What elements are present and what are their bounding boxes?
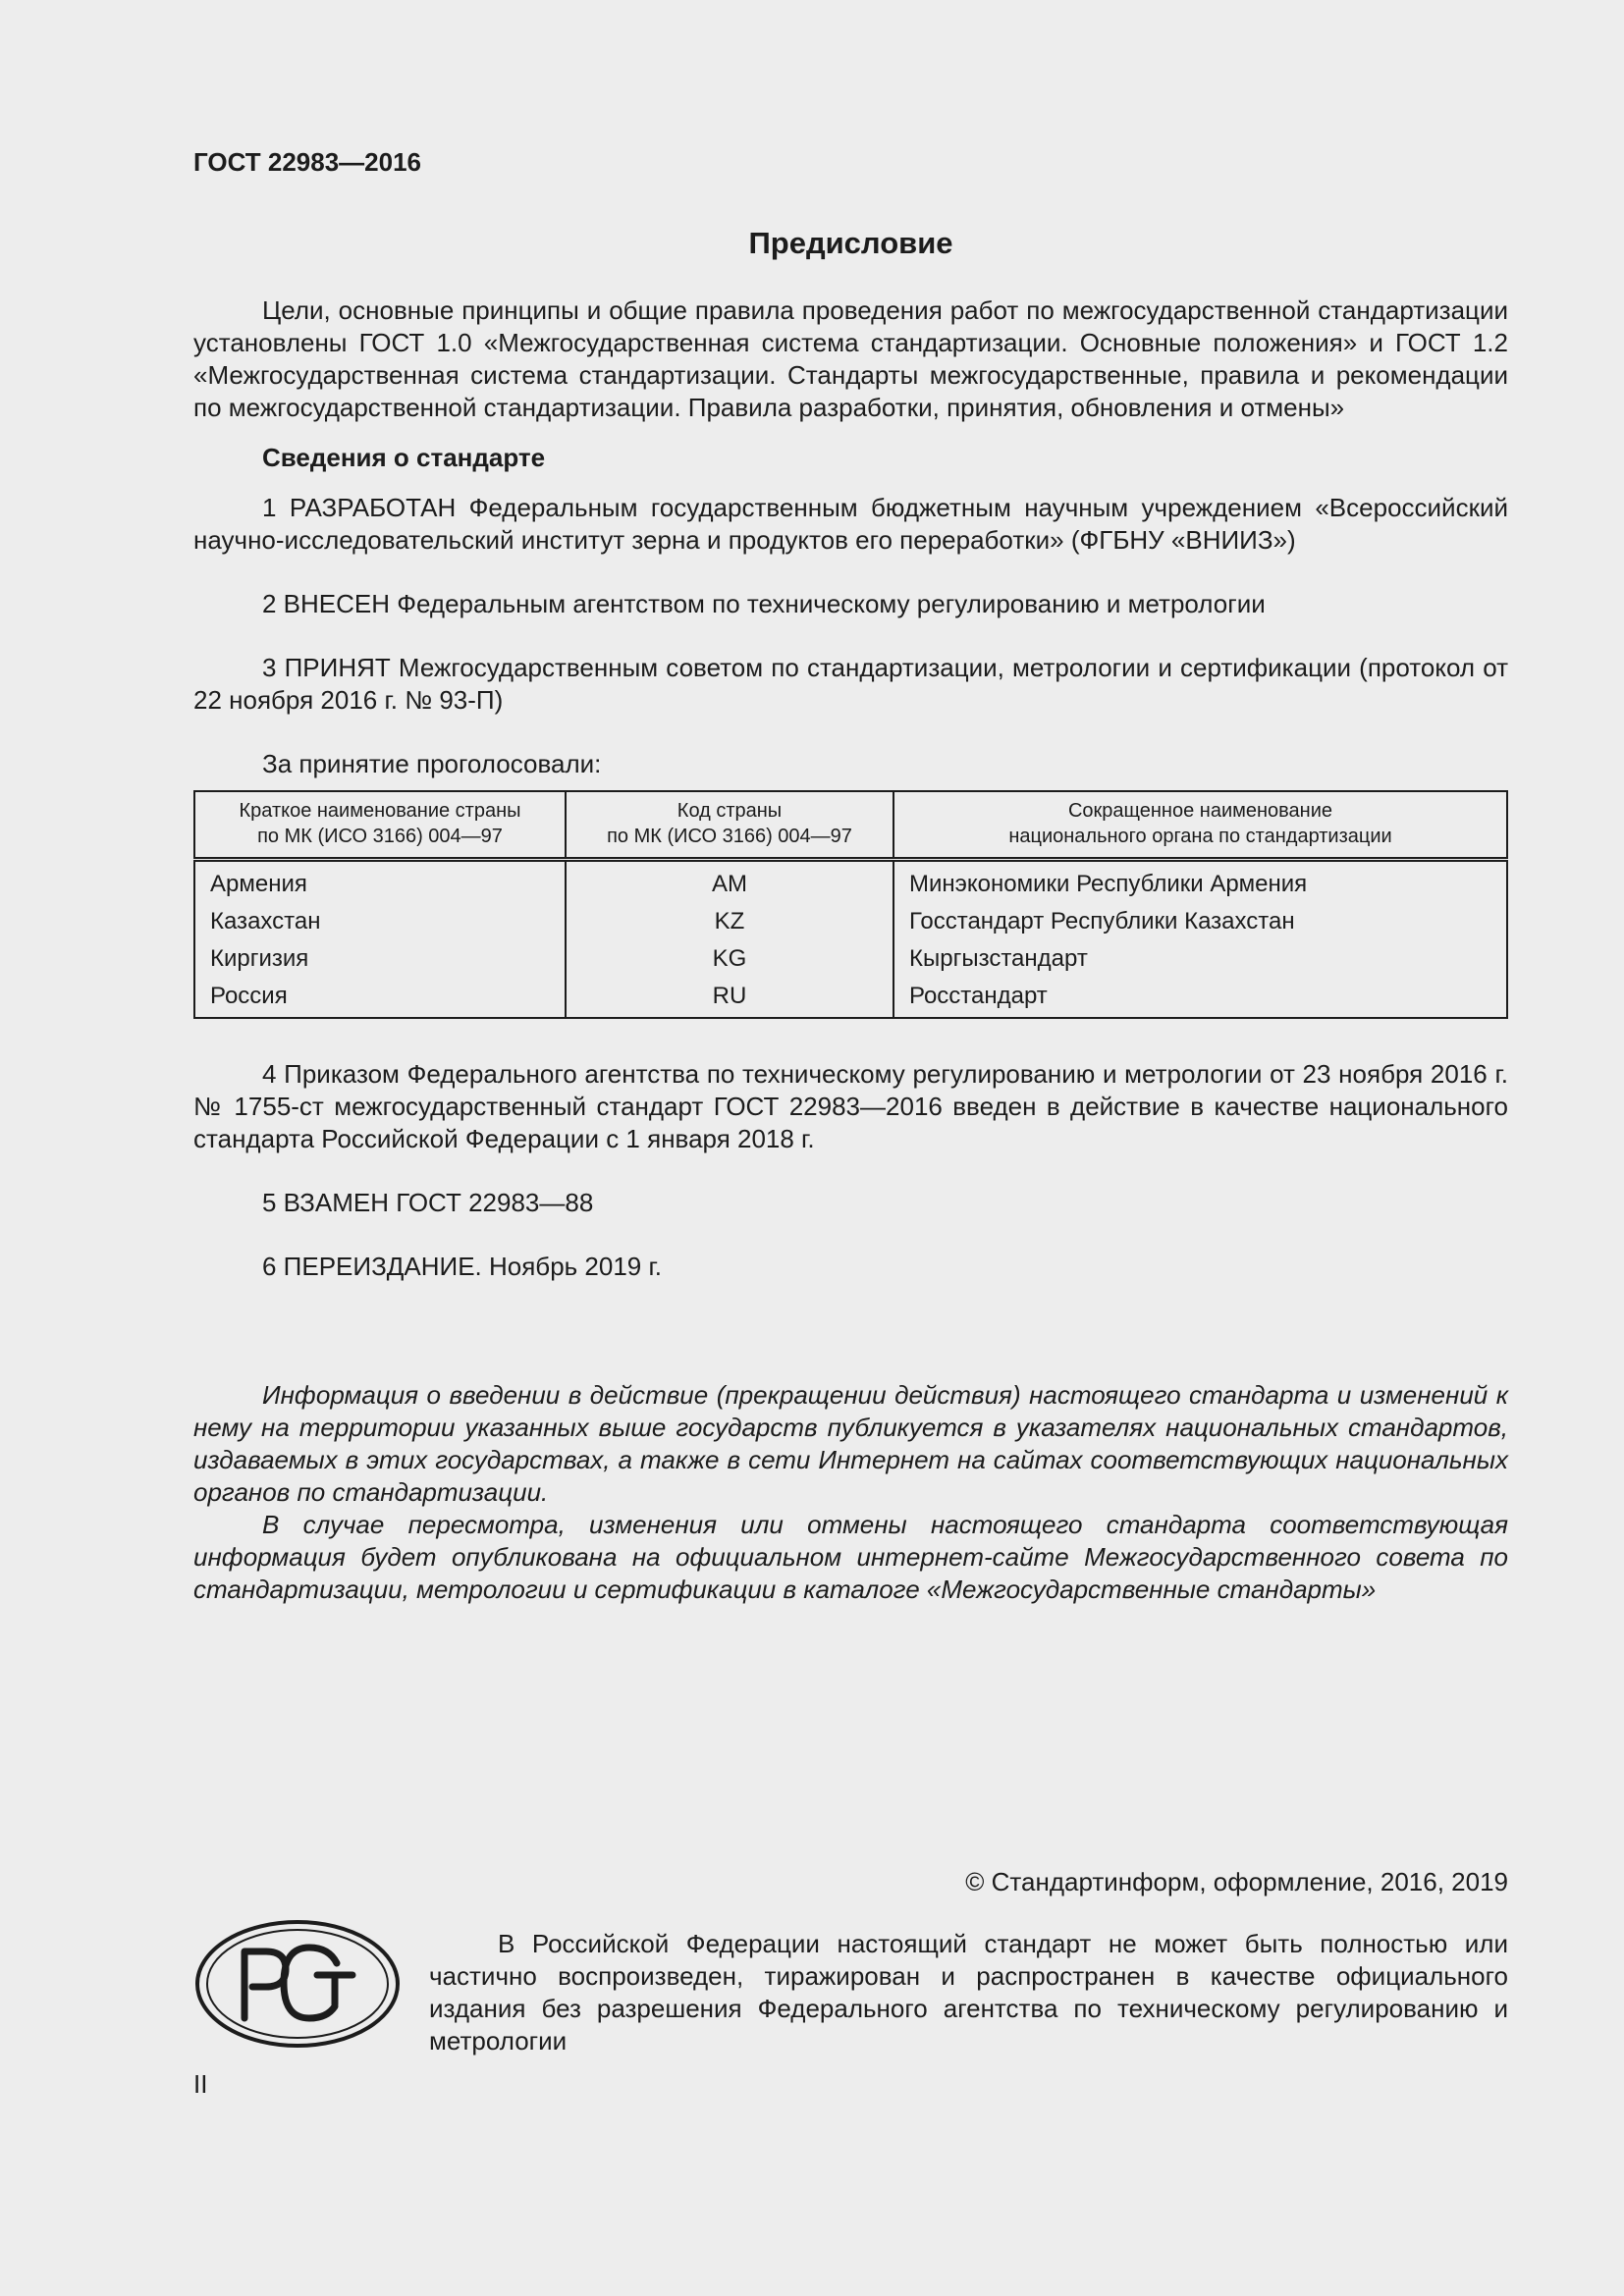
header-body-line1: Сокращенное наименование — [1067, 800, 1333, 822]
item-2: 2 ВНЕСЕН Федеральным агентством по техническому регулированию и метрологии — [262, 589, 1266, 618]
header-country-line2: по МК (ИСО 3166) 004—97 — [257, 826, 503, 847]
header-country-line1: Краткое наименование страны — [239, 800, 521, 822]
code-cell: KG — [566, 940, 893, 978]
document-id-header: ГОСТ 22983—2016 — [193, 147, 421, 177]
copyright-line: © Стандартинформ, оформление, 2016, 2019 — [965, 1867, 1508, 1896]
intro-paragraph: Цели, основные принципы и общие правила проведения работ по межгосударственной стандартизации установлены ГОСТ 1.0 «Межгосударственная система стандартизации. Основные положения» и ГОСТ 1.2 «Межгосударственная система стандартизации. Стандарты межгосударственные, правила и рекомендации по межгосударственной стандартизации. Правила разработки, принятия, обновления и отмены» — [193, 295, 1508, 422]
page-number: II — [193, 2069, 208, 2099]
header-body — [893, 791, 1507, 860]
item-6: 6 ПЕРЕИЗДАНИЕ. Ноябрь 2019 г. — [262, 1252, 663, 1281]
table-row — [194, 860, 1507, 904]
rst-logo-icon — [193, 1918, 402, 2050]
body-cell: Минэкономики Республики Армения — [893, 860, 1507, 904]
table-row — [194, 978, 1507, 1018]
rst-logo — [193, 1918, 402, 2055]
item-3: 3 ПРИНЯТ Межгосударственным советом по стандартизации, метрологии и сертификации (протокол от 22 ноября 2016 г. № 93-П) — [193, 653, 1508, 715]
code-cell: RU — [566, 978, 893, 1018]
body-cell: Росстандарт — [893, 978, 1507, 1018]
country-cell: Казахстан — [194, 903, 566, 940]
italic-note-2: В случае пересмотра, изменения или отмены настоящего стандарта соответствующая информация будет опубликована на официальном интернет-сайте Межгосударственного совета по стандартизации, метрологии и сертификации в каталоге «Межгосударственные стандарты» — [193, 1510, 1508, 1604]
code-cell: KZ — [566, 903, 893, 940]
code-cell: AM — [566, 860, 893, 904]
italic-notes — [193, 1379, 1508, 1606]
copyright-notice: В Российской Федерации настоящий стандарт не может быть полностью или частично воспроизведен, тиражирован и распространен в качестве официального издания без разрешения Федерального агентства по техническому регулированию и метрологии — [429, 1929, 1508, 2056]
item-1: 1 РАЗРАБОТАН Федеральным государственным бюджетным научным учреждением «Всероссийский научно-исследовательский институт зерна и продуктов его переработки» (ФГБНУ «ВНИИЗ») — [193, 493, 1508, 555]
country-cell: Киргизия — [194, 940, 566, 978]
voted-label: За принятие проголосовали: — [262, 749, 602, 778]
header-code-line1: Код страны — [677, 800, 783, 822]
main-content — [193, 294, 1508, 1606]
header-code-line2: по МК (ИСО 3166) 004—97 — [607, 826, 852, 847]
body-cell: Госстандарт Республики Казахстан — [893, 903, 1507, 940]
header-code — [566, 791, 893, 860]
item-4: 4 Приказом Федерального агентства по техническому регулированию и метрологии от 23 ноября 2016 г. № 1755-ст межгосударственный стандарт ГОСТ 22983—2016 введен в действие в качестве национального стандарта Российской Федерации с 1 января 2018 г. — [193, 1059, 1508, 1153]
body-cell: Кыргызстандарт — [893, 940, 1507, 978]
item-5: 5 ВЗАМЕН ГОСТ 22983—88 — [262, 1188, 594, 1217]
italic-note-1: Информация о введении в действие (прекращении действия) настоящего стандарта и изменений к нему на территории указанных выше государств публикуется в указателях национальных стандартов, издаваемых в этих государствах, а также в сети Интернет на сайтах соответствующих национальных органов по стандартизации. — [193, 1380, 1508, 1507]
table-row — [194, 903, 1507, 940]
header-country — [194, 791, 566, 860]
table-header-row — [194, 791, 1507, 860]
voting-table — [193, 790, 1508, 1019]
country-cell: Армения — [194, 860, 566, 904]
table-row — [194, 940, 1507, 978]
info-heading: Сведения о стандарте — [262, 443, 546, 472]
page-title: Предисловие — [748, 226, 953, 260]
country-cell: Россия — [194, 978, 566, 1018]
header-body-line2: национального органа по стандартизации — [1008, 826, 1392, 847]
